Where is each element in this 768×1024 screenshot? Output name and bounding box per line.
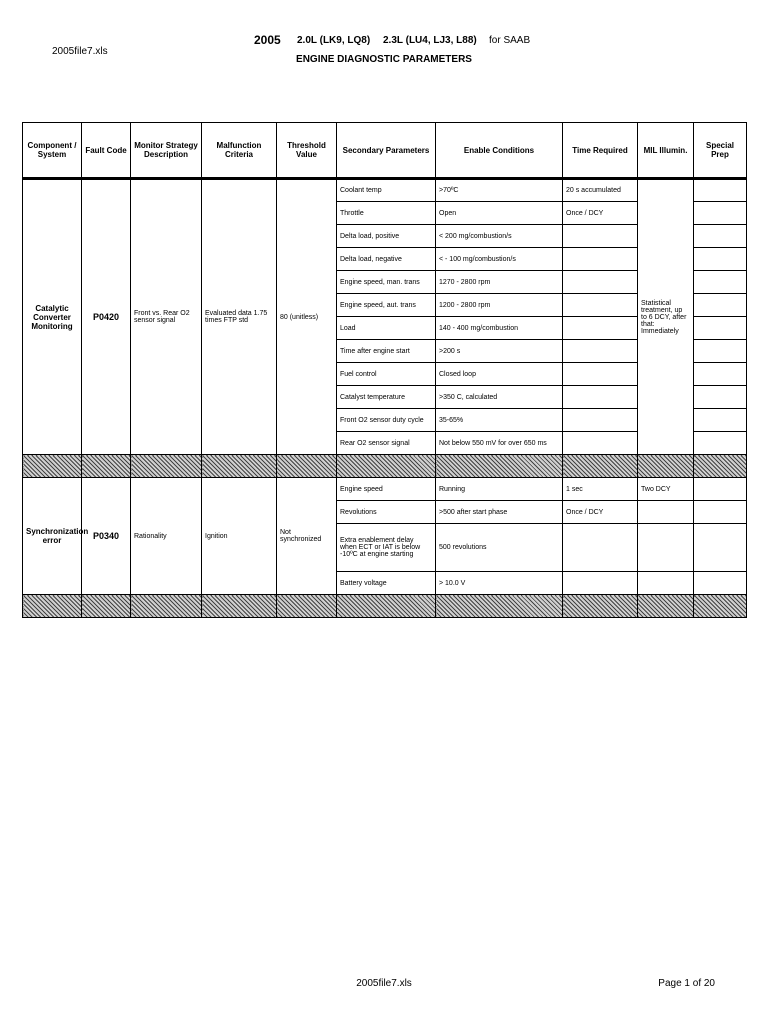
col-header: Component / System	[23, 123, 82, 179]
special-prep-cell	[694, 271, 747, 294]
param-cell: Front O2 sensor duty cycle	[337, 409, 436, 432]
diagnostic-table	[22, 122, 747, 618]
param-cell: Engine speed	[337, 478, 436, 501]
enable-cell: < 200 mg/combustion/s	[436, 225, 563, 248]
special-prep-cell	[694, 179, 747, 202]
enable-cell: >350 C, calculated	[436, 386, 563, 409]
special-prep-cell	[694, 501, 747, 524]
time-cell: Once / DCY	[563, 501, 638, 524]
special-prep-cell	[694, 409, 747, 432]
col-header: Enable Conditions	[436, 123, 563, 179]
table-header-row	[23, 123, 747, 179]
special-prep-cell	[694, 386, 747, 409]
time-cell: 20 s accumulated	[563, 179, 638, 202]
threshold-cell: Not synchronized	[277, 478, 337, 595]
threshold-cell: 80 (unitless)	[277, 179, 337, 455]
table-bottom-border	[23, 595, 747, 618]
mil-cell: Statistical treatment, up to 6 DCY, after that: Immediately	[638, 179, 694, 455]
special-prep-cell	[694, 202, 747, 225]
special-prep-cell	[694, 478, 747, 501]
enable-cell: 140 - 400 mg/combustion	[436, 317, 563, 340]
col-header: Fault Code	[82, 123, 131, 179]
param-cell: Catalyst temperature	[337, 386, 436, 409]
special-prep-cell	[694, 524, 747, 572]
param-cell: Extra enablement delay when ECT or IAT is below -10ºC at engine starting	[337, 524, 436, 572]
time-cell	[563, 271, 638, 294]
special-prep-cell	[694, 363, 747, 386]
time-cell	[563, 363, 638, 386]
time-cell	[563, 386, 638, 409]
strategy-cell: Front vs. Rear O2 sensor signal	[131, 179, 202, 455]
criteria-cell: Ignition	[202, 478, 277, 595]
table-row	[23, 179, 747, 202]
page-subtitle: ENGINE DIAGNOSTIC PARAMETERS	[296, 54, 472, 65]
fault-code-cell: P0420	[82, 179, 131, 455]
special-prep-cell	[694, 432, 747, 455]
mil-cell: Two DCY	[638, 478, 694, 501]
col-header: Threshold Value	[277, 123, 337, 179]
group-separator	[23, 455, 747, 478]
enable-cell: 1270 - 2800 rpm	[436, 271, 563, 294]
enable-cell: < - 100 mg/combustion/s	[436, 248, 563, 271]
enable-cell: >500 after start phase	[436, 501, 563, 524]
fault-code-cell: P0340	[82, 478, 131, 595]
time-cell	[563, 248, 638, 271]
param-cell: Engine speed, aut. trans	[337, 294, 436, 317]
strategy-cell: Rationality	[131, 478, 202, 595]
param-cell: Delta load, negative	[337, 248, 436, 271]
enable-cell: 500 revolutions	[436, 524, 563, 572]
special-prep-cell	[694, 225, 747, 248]
special-prep-cell	[694, 317, 747, 340]
time-cell: 1 sec	[563, 478, 638, 501]
enable-cell: Closed loop	[436, 363, 563, 386]
component-cell: Synchronization error	[23, 478, 82, 595]
table-row	[23, 478, 747, 501]
param-cell: Battery voltage	[337, 572, 436, 595]
enable-cell: Open	[436, 202, 563, 225]
title-make: for SAAB	[489, 35, 531, 46]
special-prep-cell	[694, 340, 747, 363]
footer-page-number: Page 1 of 20	[658, 978, 715, 989]
title-year: 2005	[254, 33, 281, 47]
param-cell: Fuel control	[337, 363, 436, 386]
param-cell: Throttle	[337, 202, 436, 225]
time-cell	[563, 294, 638, 317]
param-cell: Delta load, positive	[337, 225, 436, 248]
col-header: Malfunction Criteria	[202, 123, 277, 179]
enable-cell: Not below 550 mV for over 650 ms	[436, 432, 563, 455]
criteria-cell: Evaluated data 1.75 times FTP std	[202, 179, 277, 455]
title-line	[0, 33, 768, 49]
component-cell: Catalytic Converter Monitoring	[23, 179, 82, 455]
special-prep-cell	[694, 572, 747, 595]
mil-cell	[638, 572, 694, 595]
enable-cell: 1200 - 2800 rpm	[436, 294, 563, 317]
time-cell	[563, 409, 638, 432]
mil-cell	[638, 501, 694, 524]
param-cell: Time after engine start	[337, 340, 436, 363]
enable-cell: > 10.0 V	[436, 572, 563, 595]
param-cell: Load	[337, 317, 436, 340]
file-name-header: 2005file7.xls	[52, 46, 108, 57]
mil-cell	[638, 524, 694, 572]
time-cell	[563, 572, 638, 595]
time-cell	[563, 524, 638, 572]
footer-file-name: 2005file7.xls	[356, 978, 412, 989]
time-cell	[563, 340, 638, 363]
time-cell	[563, 317, 638, 340]
enable-cell: 35-65%	[436, 409, 563, 432]
col-header: Monitor Strategy Description	[131, 123, 202, 179]
param-cell: Rear O2 sensor signal	[337, 432, 436, 455]
param-cell: Coolant temp	[337, 179, 436, 202]
time-cell	[563, 225, 638, 248]
title-engine-1: 2.0L (LK9, LQ8)	[297, 35, 371, 46]
enable-cell: >70ºC	[436, 179, 563, 202]
special-prep-cell	[694, 294, 747, 317]
special-prep-cell	[694, 248, 747, 271]
time-cell: Once / DCY	[563, 202, 638, 225]
time-cell	[563, 432, 638, 455]
param-cell: Revolutions	[337, 501, 436, 524]
enable-cell: >200 s	[436, 340, 563, 363]
param-cell: Engine speed, man. trans	[337, 271, 436, 294]
enable-cell: Running	[436, 478, 563, 501]
col-header: Special Prep	[694, 123, 747, 179]
col-header: MIL Illumin.	[638, 123, 694, 179]
title-engine-2: 2.3L (LU4, LJ3, L88)	[383, 35, 477, 46]
col-header: Secondary Parameters	[337, 123, 436, 179]
col-header: Time Required	[563, 123, 638, 179]
